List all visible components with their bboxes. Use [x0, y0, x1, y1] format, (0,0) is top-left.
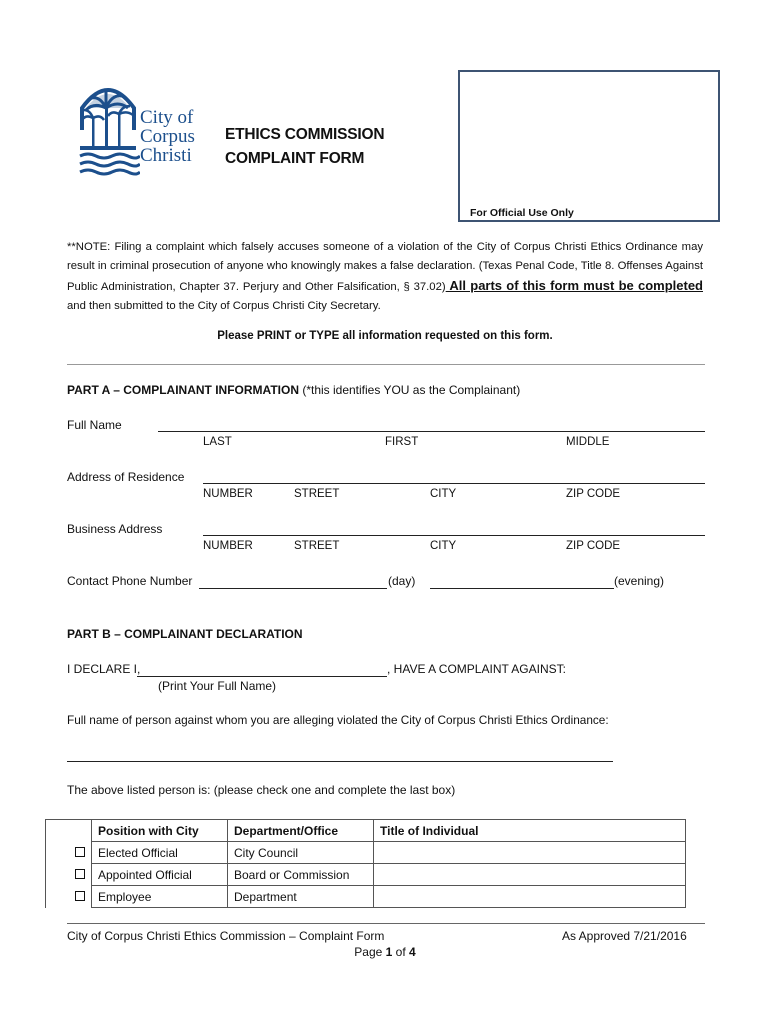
table-header: Department/Office: [228, 820, 374, 842]
business-city-label: CITY: [430, 540, 457, 552]
page-number: Page 1 of 4: [354, 945, 416, 959]
table-cell: Department: [228, 886, 374, 908]
part-b-heading: PART B – COMPLAINANT DECLARATION: [67, 627, 303, 641]
residence-street-label: STREET: [294, 488, 340, 500]
residence-label: Address of Residence: [67, 470, 185, 484]
phone-evening-label: (evening): [614, 574, 665, 588]
palm-tree-emblem-icon: [78, 78, 140, 178]
title-cell[interactable]: [374, 886, 686, 908]
table-cell: [46, 820, 92, 842]
business-street-label: STREET: [294, 540, 340, 552]
business-number-label: NUMBER: [203, 540, 253, 552]
note-paragraph: **NOTE: Filing a complaint which falsely accuses someone of a violation of the City of Corpus Christi Ethics Ordinance may result in criminal prosecution of anyone who knowingly makes a false declaration. (Texas Penal Code, Title 8. Offenses Against Public Administration, Chapter 37. Perjury and Other Falsification, § 37.02) All parts of this form must be completed and then submitted to the City of Corpus Christi City Secretary.: [67, 241, 703, 312]
table-cell: Board or Commission: [228, 864, 374, 886]
footer-right: As Approved 7/21/2016: [562, 929, 687, 943]
residence-number-label: NUMBER: [203, 488, 253, 500]
first-label: FIRST: [385, 436, 419, 448]
table-cell: City Council: [228, 842, 374, 864]
last-label: LAST: [203, 436, 232, 448]
declare-name-field[interactable]: [137, 676, 387, 677]
form-title: ETHICS COMMISSION COMPLAINT FORM: [225, 126, 385, 167]
elected-official-checkbox[interactable]: [75, 847, 85, 857]
appointed-official-checkbox[interactable]: [75, 869, 85, 879]
table-cell: [46, 864, 92, 886]
table-row: [46, 842, 686, 864]
title-cell[interactable]: [374, 864, 686, 886]
phone-day-label: (day): [388, 574, 416, 588]
table-header: Title of Individual: [374, 820, 686, 842]
footer-divider: [67, 923, 705, 924]
print-instruction: Please PRINT or TYPE all information requested on this form.: [217, 330, 553, 342]
table-cell: [46, 886, 92, 908]
business-label: Business Address: [67, 522, 163, 536]
listed-label: The above listed person is: (please check one and complete the last box): [67, 783, 456, 797]
declare-tail: , HAVE A COMPLAINT AGAINST:: [387, 662, 566, 676]
residence-city-label: CITY: [430, 488, 457, 500]
phone-label: Contact Phone Number: [67, 574, 193, 588]
declare-label: I DECLARE I,: [67, 662, 141, 676]
table-cell: Employee: [92, 886, 228, 908]
full-name-label: Full Name: [67, 418, 122, 432]
table-header: Position with City: [92, 820, 228, 842]
table-row: [46, 864, 686, 886]
official-use-label: For Official Use Only: [470, 207, 574, 219]
part-a-heading: PART A – COMPLAINANT INFORMATION (*this identifies YOU as the Complainant): [67, 383, 521, 397]
note-emphasis: All parts of this form must be completed: [445, 278, 703, 293]
city-logo: [78, 78, 202, 178]
business-field[interactable]: [203, 535, 705, 536]
against-name-field[interactable]: [67, 761, 613, 762]
title-cell[interactable]: [374, 842, 686, 864]
phone-day-field[interactable]: [199, 588, 387, 589]
table-header-row: [46, 820, 686, 842]
official-use-box: [458, 70, 720, 222]
table-cell: [46, 842, 92, 864]
against-label: Full name of person against whom you are alleging violated the City of Corpus Christi Ethics Ordinance:: [67, 713, 609, 727]
table-cell: Elected Official: [92, 842, 228, 864]
business-zip-label: ZIP CODE: [566, 540, 621, 552]
print-name-hint: (Print Your Full Name): [158, 679, 277, 693]
middle-label: MIDDLE: [566, 436, 610, 448]
phone-evening-field[interactable]: [430, 588, 614, 589]
divider: [67, 364, 705, 365]
footer-left: City of Corpus Christi Ethics Commission – Complaint Form: [67, 929, 385, 943]
residence-field[interactable]: [203, 483, 705, 484]
table-cell: Appointed Official: [92, 864, 228, 886]
employee-checkbox[interactable]: [75, 891, 85, 901]
table-row: [46, 886, 686, 908]
full-name-field[interactable]: [158, 431, 705, 432]
residence-zip-label: ZIP CODE: [566, 488, 621, 500]
logo-text: City of Corpus Christi: [140, 107, 195, 166]
position-table: [45, 819, 686, 908]
